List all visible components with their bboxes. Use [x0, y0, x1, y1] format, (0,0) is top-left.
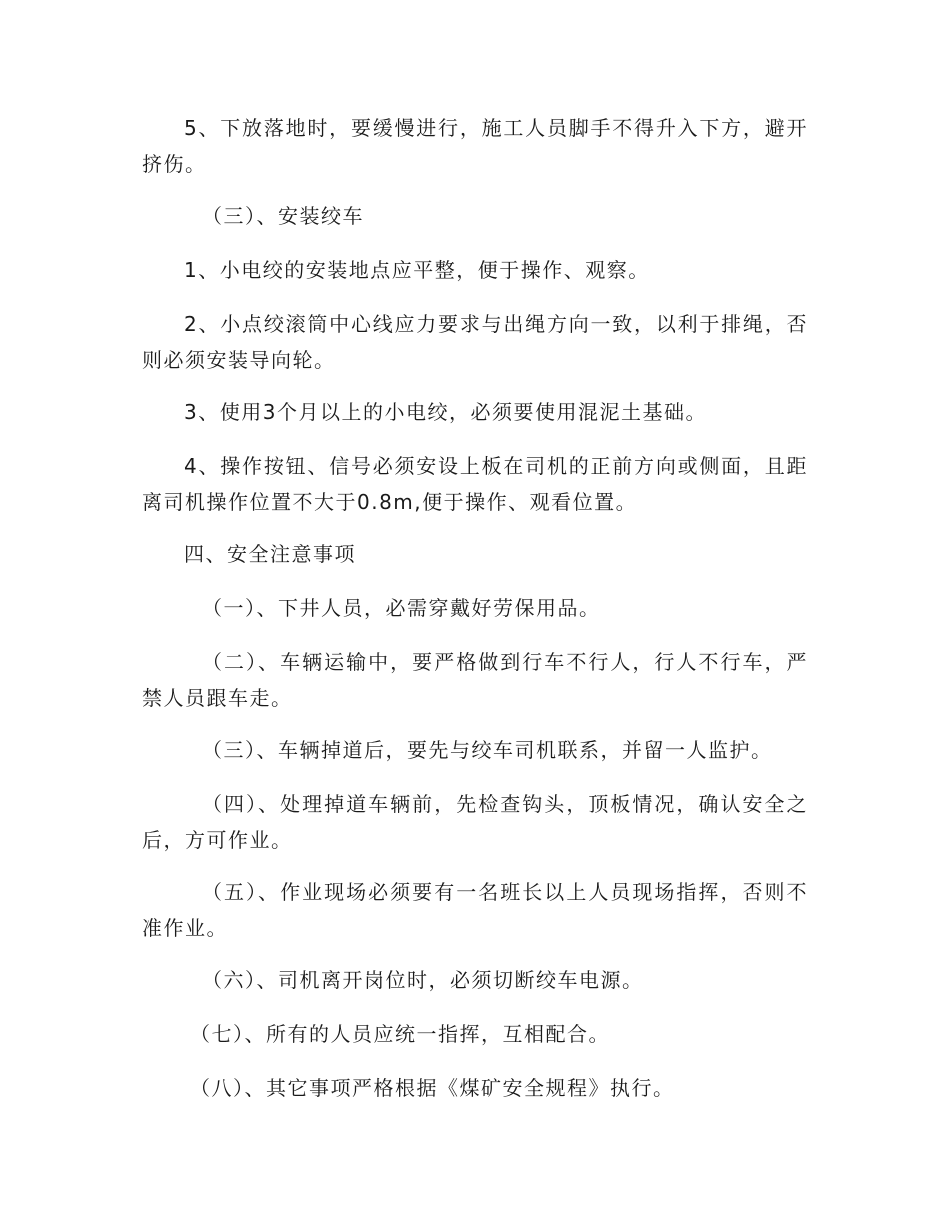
paragraph-item-4: 4、操作按钮、信号必须安设上板在司机的正前方向或侧面，且距离司机操作位置不大于0.8m,便于操作、观看位置。 [142, 454, 808, 514]
safety-item-7: （七）、所有的人员应统一指挥，互相配合。 [190, 1022, 610, 1046]
safety-item-2: （二）、车辆运输中，要严格做到行车不行人，行人不行车，严禁人员跟车走。 [142, 650, 808, 710]
paragraph-item-5-lowering: 5、下放落地时，要缓慢进行，施工人员脚手不得升入下方，避开挤伤。 [142, 116, 808, 176]
paragraph-item-1: 1、小电绞的安装地点应平整，便于操作、观察。 [184, 258, 650, 282]
section-heading-safety: 四、安全注意事项 [184, 542, 356, 566]
safety-item-3: （三）、车辆掉道后，要先与绞车司机联系，并留一人监护。 [202, 738, 773, 762]
safety-item-6: （六）、司机离开岗位时，必须切断绞车电源。 [202, 968, 644, 992]
safety-item-5: （五）、作业现场必须要有一名班长以上人员现场指挥，否则不准作业。 [142, 880, 808, 940]
safety-item-4: （四）、处理掉道车辆前，先检查钩头，顶板情况，确认安全之后，方可作业。 [142, 792, 808, 852]
safety-item-8: （八）、其它事项严格根据《煤矿安全规程》执行。 [190, 1076, 675, 1100]
paragraph-item-3: 3、使用3个月以上的小电绞，必须要使用混泥土基础。 [184, 400, 707, 424]
section-heading-install-winch: （三）、安装绞车 [202, 204, 364, 228]
paragraph-item-2: 2、小点绞滚筒中心线应力要求与出绳方向一致，以利于排绳，否则必须安装导向轮。 [142, 312, 808, 372]
safety-item-1: （一）、下井人员，必需穿戴好劳保用品。 [202, 596, 601, 620]
